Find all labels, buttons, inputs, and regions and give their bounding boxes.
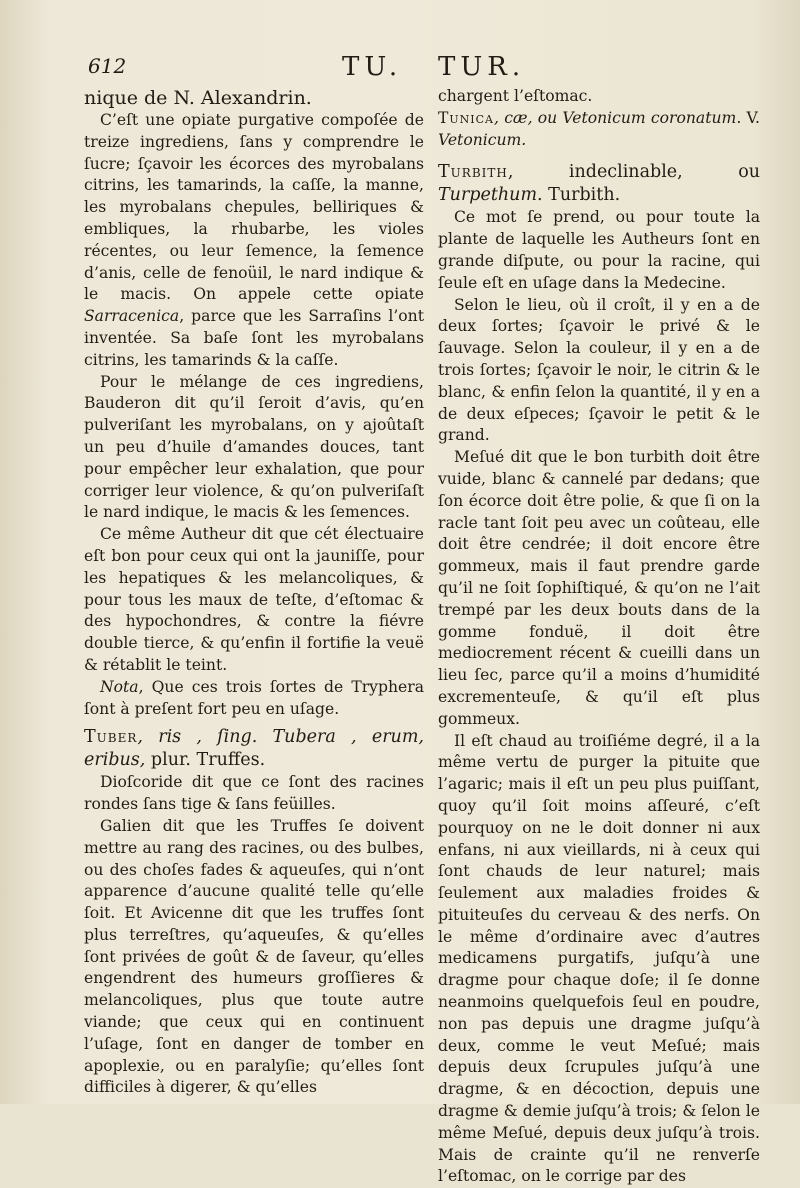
entry-forms: , ris , ſing. Tubera , erum, eribus, xyxy=(84,727,424,771)
paragraph: Pour le mélange de ces ingrediens, Bauderon dit qu’il ſeroit d’avis, qu’en pulveriſant les myrobalans, on y ajoûtaſt un peu d’huile d’amandes douces, tant pour empêcher leur exhalation, que pour corriger leur violence, & qu’on pulveriſaſt le nard indique, le macis & les ſemences. xyxy=(84,372,424,522)
nota-label: Nota xyxy=(100,677,139,696)
paragraph-text: C’eſt une opiate purgative compoſée de treize ingrediens, ſans y comprendre le ſucre; ſçavoir les écorces des myrobalans citrins, les tamarinds, la caſſe, la manne, les myrobalans chepules, belliriques & embliques, la rhubarbe, les violes récentes, ou leur ſemence, la ſemence d’anis, celle de fenoüil, le nard indique & le macis. On appele cette opiate xyxy=(84,111,424,304)
entry-translation: Turbith. xyxy=(542,185,621,206)
paragraph: Meſué dit que le bon turbith doit être vuide, blanc & cannelé par dedans; que ſon écorce doit être polie, & que ſi on la racle tant ſoit peu avec un coûteau, elle doit être cendrée; il doit encore être gommeux, mais il faut prendre garde qu’il ne ſoit ſophiſtiqué, & qu’on ne l’ait trempé par les deux bouts dans de la gomme fonduë, il doit être mediocrement récent & cueilli dans un lieu ſec, parce qu’il a moins d’humidité excrementeuſe, & qu’il eſt plus gommeux. xyxy=(438,448,760,728)
dictionary-entry-tuber xyxy=(84,726,424,772)
paragraph xyxy=(84,110,424,372)
nota-text: , Que ces trois ſortes de Tryphera ſont à preſent fort peu en uſage. xyxy=(84,677,424,718)
paragraph: Il eſt chaud au troiſiéme degré, il a la même vertu de purger la pituite que l’agaric; mais il eſt un peu plus puiſſant, quoy qu’il ſoit moins aſſeuré, c’eſt pourquoy on ne le doit donner ni aux enfans, ni aux vieillards, ni à ceux qui ſont chauds de leur naturel; mais ſeulement aux maladies froides & pituiteuſes du cerveau & des nerfs. On le même d’ordinaire avec d’autres medicamens purgatifs, juſqu’à une dragme pour chaque doſe; il ſe donne neanmoins quelquefois ſeul en poudre, non pas depuis une dragme juſqu’à deux, comme le veut Meſué; mais depuis deux ſcrupules juſqu’à une dragme, & en décoction, depuis une dragme & demie juſqu’à trois; & ſelon le même Meſué, depuis deux juſqu’à trois. Mais de crainte qu’il ne renverſe l’eſtomac, on le corrige par des xyxy=(438,731,760,1186)
dictionary-entry-tunica xyxy=(438,108,760,152)
entry-headword: Turbith xyxy=(438,162,508,183)
paragraph: Ce même Autheur dit que cét électuaire eſt bon pour ceux qui ont la jauniſſe, pour les hepatiques & les melancoliques, & pour tous les maux de teſte, d’eſtomac & des hypochondres, & contre la fiévre double tierce, & qu’enfin il fortifie la veuë & rétablit le teint. xyxy=(84,525,424,674)
continuation-line: chargent l’eſtomac. xyxy=(438,87,593,105)
entry-forms: , cæ, ou xyxy=(494,108,563,127)
entry-headword: Tunica xyxy=(438,108,495,127)
entry-text: , indeclinable, ou xyxy=(507,162,760,183)
page-header xyxy=(84,52,764,86)
page-number: 612 xyxy=(88,54,127,78)
paragraph: Ce mot ſe prend, ou pour toute la plante de laquelle les Autheurs ſont en grande diſpute, ou pour la racine, qui ſeule eſt en uſage dans la Medecine. xyxy=(438,208,760,292)
entry-gap xyxy=(438,151,760,155)
running-head-right: TUR. xyxy=(438,52,526,82)
paragraph: Selon le lieu, où il croît, il y en a de deux ſortes; ſçavoir le privé & le ſauvage. Selon la couleur, il y en a de trois ſortes; ſçavoir le noir, le citrin & le blanc, & enfin ſelon la quantité, il y en a de deux eſpeces; ſçavoir le petit & le grand. xyxy=(438,295,760,445)
dictionary-entry-turbith xyxy=(438,161,760,207)
paragraph-text: , parce que les Sarraſins l’ont inventée. Sa baſe ſont les myrobalans citrins, les tamarinds & la caſſe. xyxy=(84,307,424,369)
entry-italic-term: Vetonicum coronatum xyxy=(562,108,737,127)
left-column xyxy=(84,86,424,1099)
entry-ref-term: Vetonicum. xyxy=(438,130,527,149)
paragraph: Dioſcoride dit que ce ſont des racines rondes ſans tige & ſans feüilles. xyxy=(84,773,424,814)
nota-paragraph xyxy=(84,677,424,721)
entry-ref: . V. xyxy=(736,108,761,127)
italic-term: Sarracenica xyxy=(84,307,180,326)
entry-translation: plur. Truffes. xyxy=(145,750,266,771)
running-head-left: TU. xyxy=(342,52,403,82)
paragraph: Galien dit que les Truffes ſe doivent mettre au rang des racines, ou des bulbes, ou des choſes fades & aqueuſes, qui n’ont apparence d’aucune qualité telle qu’elle ſoit. Et Avicenne dit que les truffes ſont plus terreſtres, qu’aqueuſes, & qu’elles ſont privées de goût & de ſaveur, qu’elles engendrent des humeurs groſſieres & melancoliques, plus que toute autre viande; que ceux qui en continuent l’uſage, ſont en danger de tomber en apoplexie, ou en paralyſie; qu’elles ſont difficiles à digerer, & qu’elles xyxy=(84,816,424,1097)
entry-headword: Tuber xyxy=(84,727,138,748)
entry-italic-term: Turpethum. xyxy=(438,185,543,206)
continuation-heading: nique de N. Alexandrin. xyxy=(84,87,312,109)
right-column xyxy=(438,86,760,1188)
